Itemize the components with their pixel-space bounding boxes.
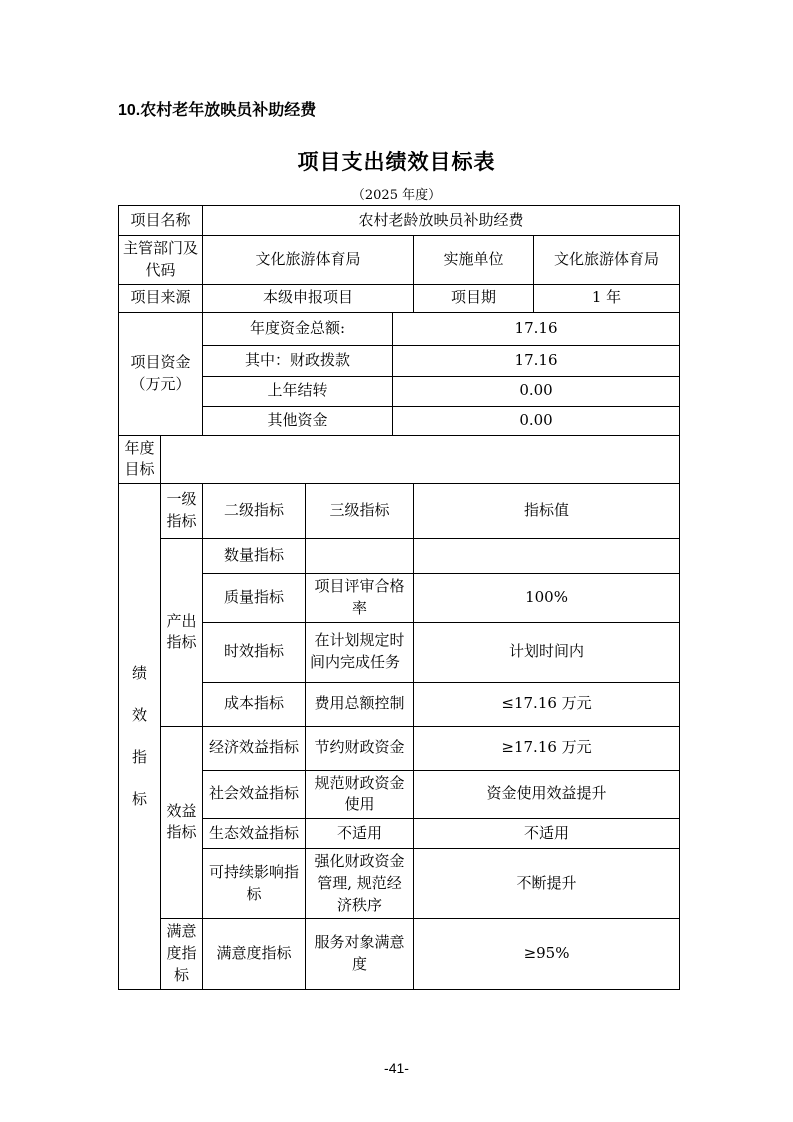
ecological-level3: 不适用 bbox=[306, 819, 414, 849]
annual-goal-label: 年度目标 bbox=[119, 435, 161, 484]
row-source bbox=[119, 284, 680, 312]
period-label: 项目期 bbox=[414, 284, 534, 312]
source-value: 本级申报项目 bbox=[203, 284, 414, 312]
sustainability-level3: 强化财政资金管理, 规范经济秩序 bbox=[306, 849, 414, 919]
row-cost bbox=[119, 682, 680, 726]
row-ecological bbox=[119, 819, 680, 849]
impl-unit-value: 文化旅游体育局 bbox=[534, 236, 680, 285]
col-level2: 二级指标 bbox=[203, 484, 306, 539]
ecological-label: 生态效益指标 bbox=[203, 819, 306, 849]
project-name-label: 项目名称 bbox=[119, 206, 203, 236]
row-sustainability bbox=[119, 849, 680, 919]
col-level3: 三级指标 bbox=[306, 484, 414, 539]
row-project-name bbox=[119, 206, 680, 236]
row-timeliness bbox=[119, 622, 680, 682]
funds-total-label: 年度资金总额: bbox=[203, 312, 393, 345]
section-heading: 10.农村老年放映员补助经费 bbox=[118, 102, 317, 119]
col-level1: 一级指标 bbox=[161, 484, 203, 539]
dept-value: 文化旅游体育局 bbox=[203, 236, 414, 285]
row-quality bbox=[119, 574, 680, 623]
row-indicator-header bbox=[119, 484, 680, 539]
row-satisfaction bbox=[119, 919, 680, 989]
satisfaction-label: 满意度指标 bbox=[203, 919, 306, 989]
group-satisfaction: 满意度指标 bbox=[161, 919, 203, 989]
funds-fiscal-label: 其中：财政拨款 bbox=[203, 345, 393, 376]
dept-label: 主管部门及代码 bbox=[119, 236, 203, 285]
quantity-value bbox=[414, 539, 680, 574]
cost-level3: 费用总额控制 bbox=[306, 682, 414, 726]
cost-value: ≤17.16 万元 bbox=[414, 682, 680, 726]
funds-header: 项目资金（万元） bbox=[119, 312, 203, 435]
quantity-level3 bbox=[306, 539, 414, 574]
timeliness-value: 计划时间内 bbox=[414, 622, 680, 682]
funds-fiscal-value: 17.16 bbox=[393, 345, 680, 376]
period-value: 1 年 bbox=[534, 284, 680, 312]
row-funds-carryover bbox=[119, 376, 680, 406]
impl-unit-label: 实施单位 bbox=[414, 236, 534, 285]
economic-level3: 节约财政资金 bbox=[306, 726, 414, 770]
performance-header: 绩效指标 bbox=[119, 484, 161, 990]
row-social bbox=[119, 770, 680, 819]
timeliness-label: 时效指标 bbox=[203, 622, 306, 682]
source-label: 项目来源 bbox=[119, 284, 203, 312]
funds-other-value: 0.00 bbox=[393, 406, 680, 435]
social-value: 资金使用效益提升 bbox=[414, 770, 680, 819]
col-value: 指标值 bbox=[414, 484, 680, 539]
funds-carryover-value: 0.00 bbox=[393, 376, 680, 406]
quantity-label: 数量指标 bbox=[203, 539, 306, 574]
row-annual-goal bbox=[119, 435, 680, 484]
row-funds-other bbox=[119, 406, 680, 435]
quality-label: 质量指标 bbox=[203, 574, 306, 623]
table-subtitle: （2025 年度） bbox=[351, 188, 442, 203]
funds-other-label: 其他资金 bbox=[203, 406, 393, 435]
ecological-value: 不适用 bbox=[414, 819, 680, 849]
economic-value: ≥17.16 万元 bbox=[414, 726, 680, 770]
funds-carryover-label: 上年结转 bbox=[203, 376, 393, 406]
group-benefit: 效益指标 bbox=[161, 726, 203, 919]
project-name-value: 农村老龄放映员补助经费 bbox=[203, 206, 680, 236]
sustainability-label: 可持续影响指标 bbox=[203, 849, 306, 919]
quality-level3: 项目评审合格率 bbox=[306, 574, 414, 623]
row-department bbox=[119, 236, 680, 285]
timeliness-level3: 在计划规定时间内完成任务 bbox=[306, 622, 414, 682]
page-number: -41- bbox=[384, 1060, 409, 1076]
row-funds-fiscal bbox=[119, 345, 680, 376]
social-level3: 规范财政资金使用 bbox=[306, 770, 414, 819]
group-output: 产出指标 bbox=[161, 539, 203, 727]
row-economic bbox=[119, 726, 680, 770]
performance-target-table bbox=[118, 205, 680, 990]
row-funds-total bbox=[119, 312, 680, 345]
row-quantity bbox=[119, 539, 680, 574]
annual-goal-value bbox=[161, 435, 680, 484]
satisfaction-level3: 服务对象满意度 bbox=[306, 919, 414, 989]
economic-label: 经济效益指标 bbox=[203, 726, 306, 770]
sustainability-value: 不断提升 bbox=[414, 849, 680, 919]
funds-total-value: 17.16 bbox=[393, 312, 680, 345]
cost-label: 成本指标 bbox=[203, 682, 306, 726]
social-label: 社会效益指标 bbox=[203, 770, 306, 819]
satisfaction-value: ≥95% bbox=[414, 919, 680, 989]
quality-value: 100% bbox=[414, 574, 680, 623]
table-title: 项目支出绩效目标表 bbox=[297, 151, 496, 174]
